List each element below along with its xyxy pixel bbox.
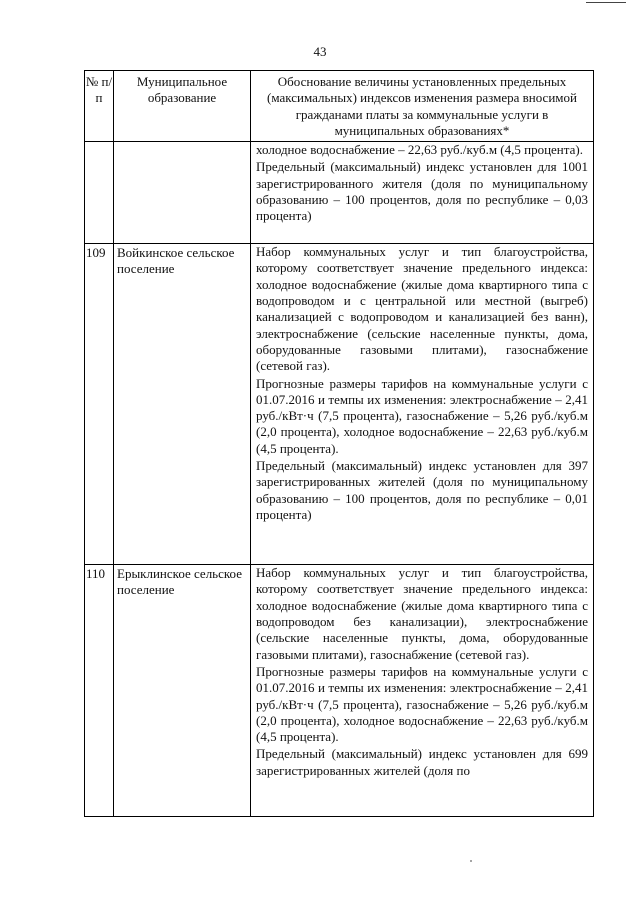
justification-paragraph: Набор коммунальных услуг и тип благоустройства, которому соответствует значение предельного индекса: холодное водоснабжение (жилые дома квартирного типа с водопроводом и с центральной или местной (выгреб) канализацией с водопроводом и канализацией без ванн), электроснабжение (сельские населенные пункты, дома, оборудованные газовыми плитами), газоснабжение (сетевой газ).: [256, 244, 588, 374]
scan-speck: [470, 860, 472, 862]
row-number: 110: [85, 565, 114, 817]
table-row: [85, 565, 594, 817]
row-justification: [251, 142, 594, 244]
table-row: [85, 142, 594, 244]
table-header-row: [85, 71, 594, 142]
row-municipality: [114, 142, 251, 244]
row-number: 109: [85, 244, 114, 565]
indices-table: [84, 70, 594, 817]
justification-paragraph: Набор коммунальных услуг и тип благоустройства, которому соответствует значение предельного индекса: холодное водоснабжение (жилые дома квартирного типа с водопроводом без канализации), электроснабжение (сельские населенные пункты, дома, оборудованные газовыми плитами), газоснабжение (сетевой газ).: [256, 565, 588, 662]
justification-paragraph: Предельный (максимальный) индекс установлен для 699 зарегистрированных жителей (доля по: [256, 746, 588, 778]
scan-edge-line: [586, 2, 626, 3]
row-number: [85, 142, 114, 244]
row-justification: [251, 244, 594, 565]
justification-paragraph: Предельный (максимальный) индекс установлен для 1001 зарегистрированного жителя (доля по муниципальному образованию – 100 процентов, доля по республике – 0,03 процента): [256, 159, 588, 224]
justification-paragraph: холодное водоснабжение – 22,63 руб./куб.м (4,5 процента).: [256, 142, 583, 158]
header-number: № п/п: [85, 71, 114, 142]
justification-paragraph: Прогнозные размеры тарифов на коммунальные услуги с 01.07.2016 и темпы их изменения: электроснабжение – 2,41 руб./кВт·ч (7,5 процента), газоснабжение – 5,26 руб./куб.м (2,0 процента), холодное водоснабжение – 22,63 руб./куб.м (4,5 процента).: [256, 375, 588, 456]
header-justification: Обоснование величины установленных предельных (максимальных) индексов изменения размера вносимой гражданами платы за коммунальные услуги в муниципальных образованиях*: [251, 71, 594, 142]
table-row: [85, 244, 594, 565]
justification-paragraph: Предельный (максимальный) индекс установлен для 397 зарегистрированных жителей (доля по муниципальному образованию – 100 процентов, доля по республике – 0,01 процента): [256, 458, 588, 522]
row-municipality: Ерыклинское сельское поселение: [114, 565, 251, 817]
header-municipality: Муниципальное образование: [114, 71, 251, 142]
page-number: 43: [313, 44, 327, 59]
justification-cut: [256, 565, 588, 813]
justification-paragraph: Прогнозные размеры тарифов на коммунальные услуги с 01.07.2016 и темпы их изменения: электроснабжение – 2,41 руб./кВт·ч (7,5 процента), газоснабжение – 5,26 руб./куб.м (2,0 процента), холодное водоснабжение – 22,63 руб./куб.м (4,5 процента).: [256, 663, 588, 745]
row-justification: [251, 565, 594, 817]
row-municipality: Войкинское сельское поселение: [114, 244, 251, 565]
